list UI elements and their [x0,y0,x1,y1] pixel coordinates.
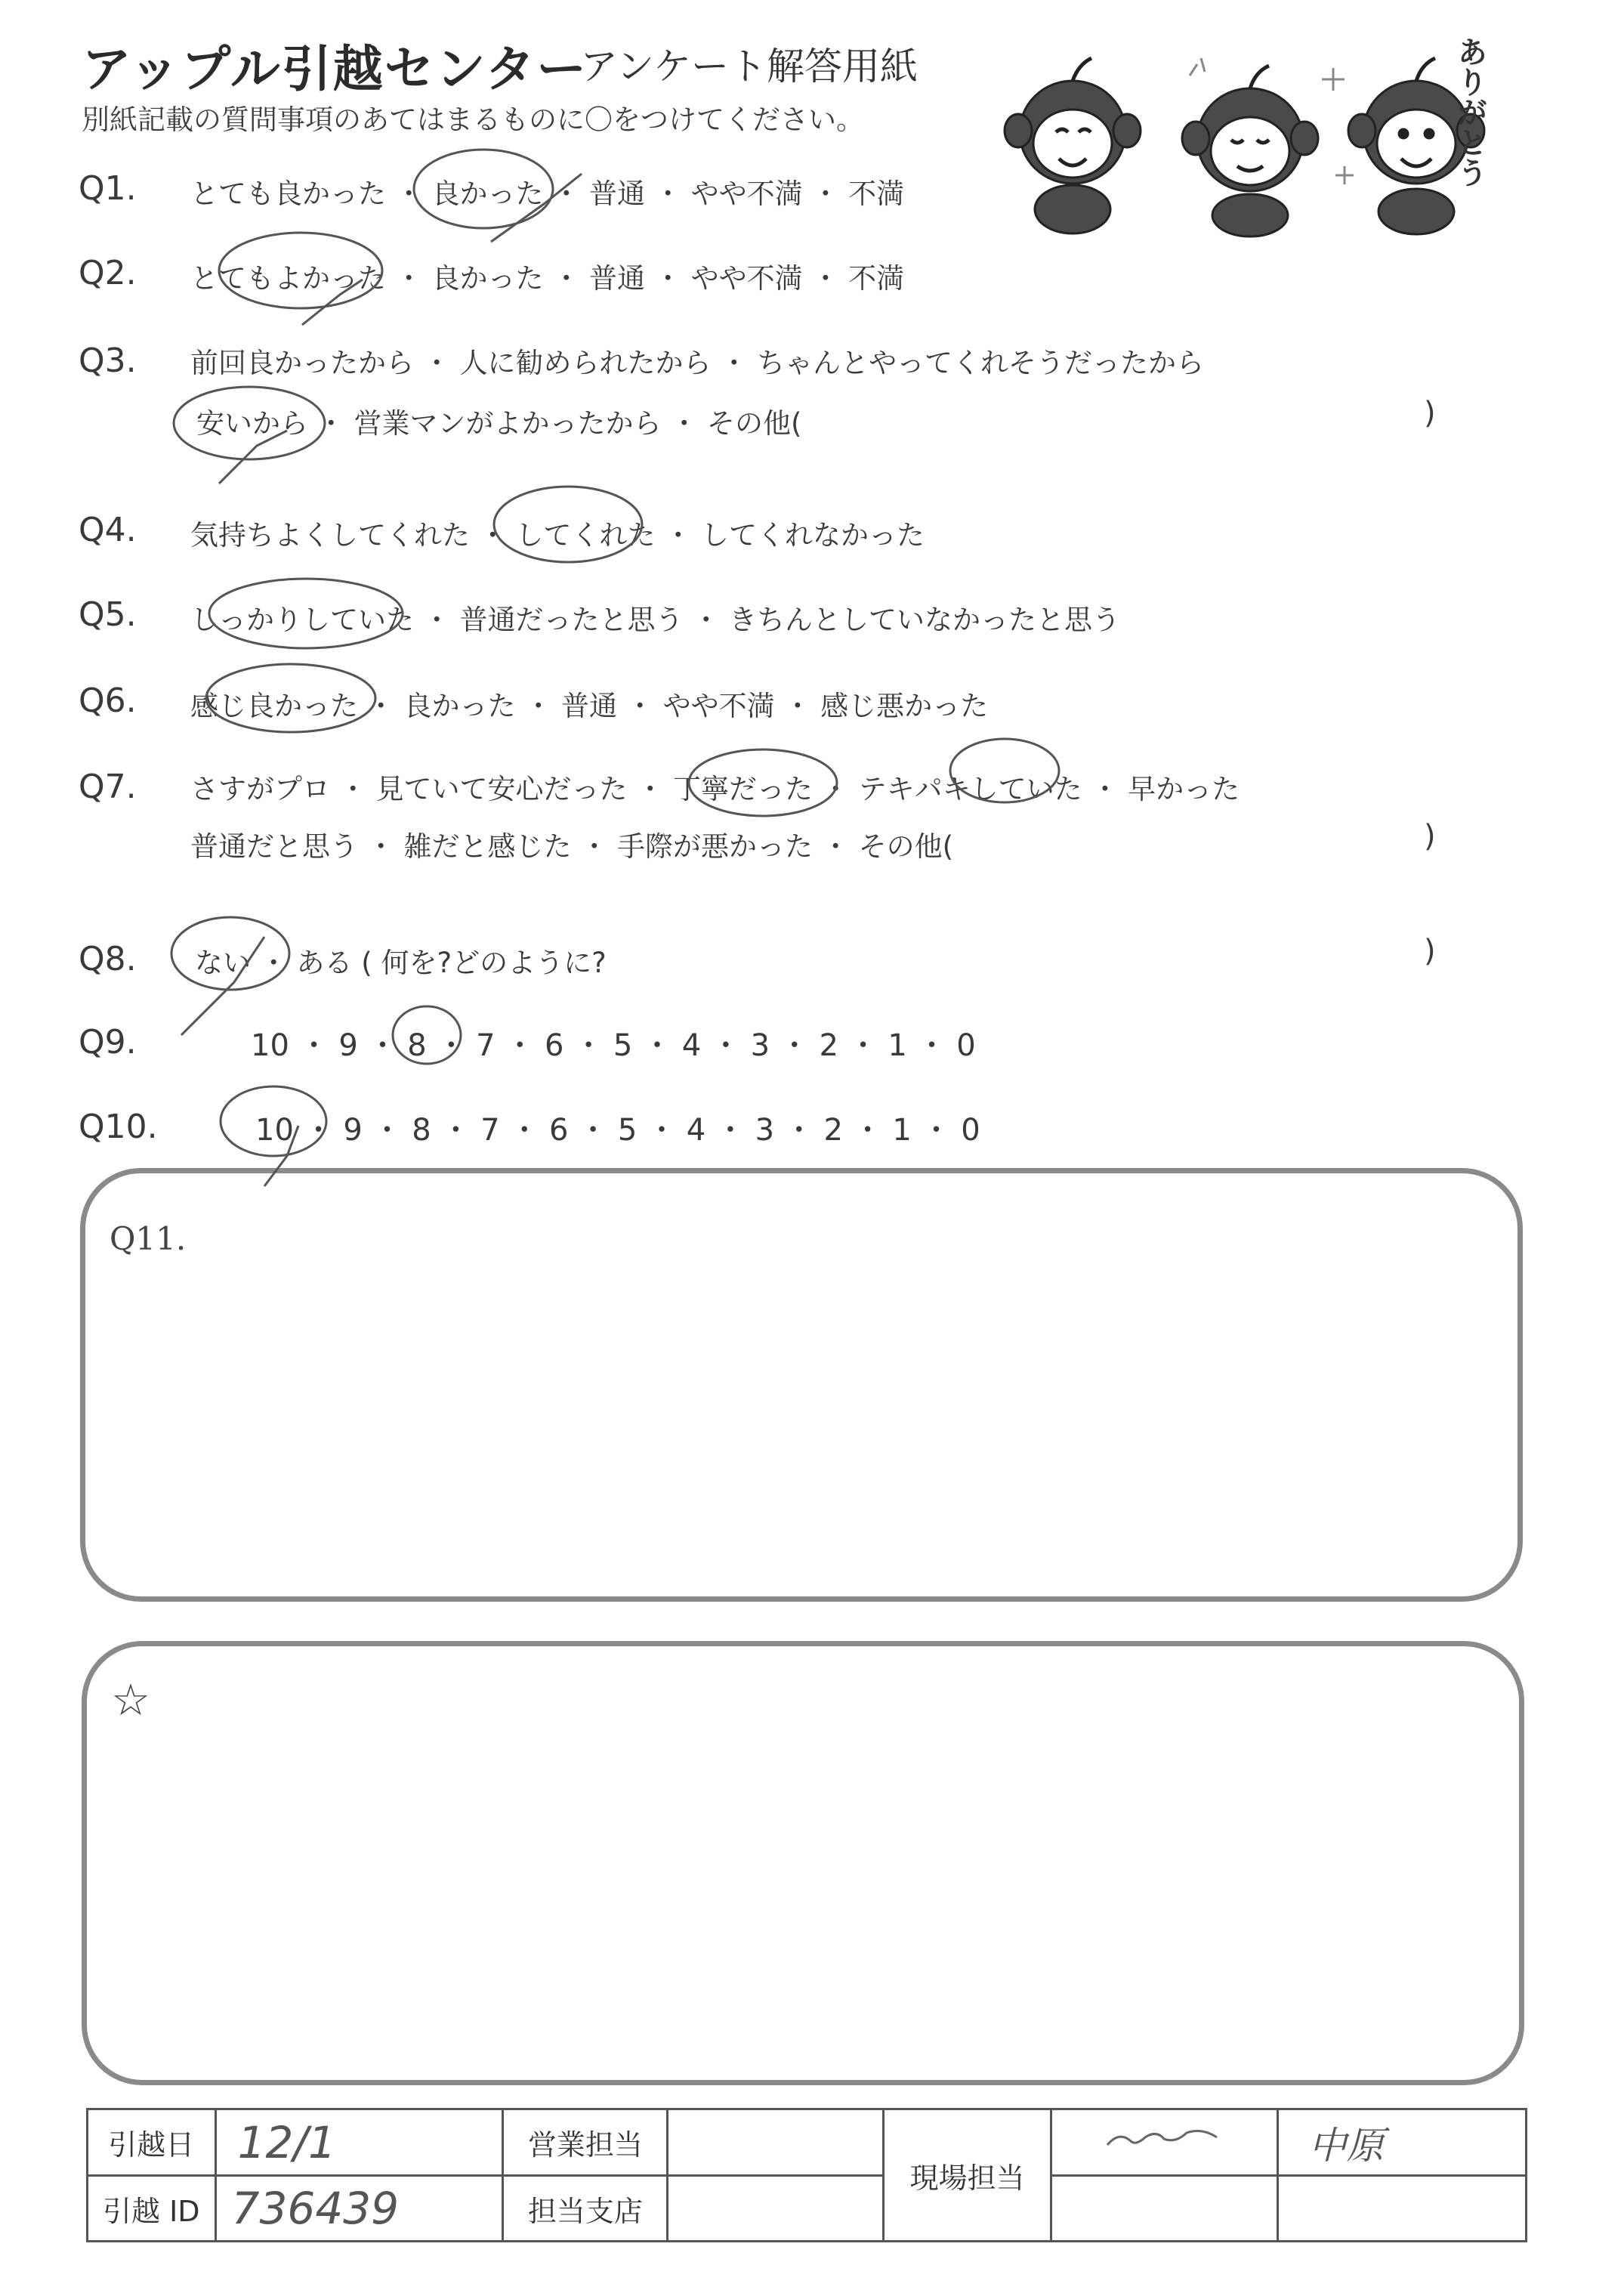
q10-label: Q10. [79,1108,158,1146]
arigato-text: ありがとう [1453,36,1487,187]
star-icon: ☆ [111,1674,150,1726]
q3-options-line1[interactable]: 前回良かったから ・ 人に勧められたから ・ ちゃんとやってくれそうだったから [190,347,1205,379]
q9-label: Q9. [79,1023,137,1062]
branch-field[interactable] [668,2176,884,2242]
q3-label: Q3. [79,341,137,380]
form-subtitle: アンケート解答用紙 [580,45,918,88]
q4-label: Q4. [79,511,137,549]
q2-options[interactable]: とてもよかった ・ 良かった ・ 普通 ・ やや不満 ・ 不満 [190,262,905,295]
q5-options[interactable]: しっかりしていた ・ 普通だったと思う ・ きちんとしていなかったと思う [190,604,1121,636]
q4-options[interactable]: 気持ちよくしてくれた ・ してくれた ・ してくれなかった [190,519,925,552]
branch-label: 担当支店 [503,2176,668,2242]
q3-close-paren: ) [1424,396,1436,431]
q7-close-paren: ) [1424,819,1436,854]
move-id-label: 引越 ID [88,2176,216,2242]
site-staff-field-3[interactable] [1051,2176,1277,2242]
q6-label: Q6. [79,681,137,720]
q1-label: Q1. [79,169,137,208]
move-date-label: 引越日 [88,2109,216,2176]
q2-label: Q2. [79,254,137,292]
q5-label: Q5. [79,595,137,634]
q9-scale[interactable]: 10 ・ 9 ・ 8 ・ 7 ・ 6 ・ 5 ・ 4 ・ 3 ・ 2 ・ 1 ・ 0 [251,1028,976,1063]
q6-options[interactable]: 感じ良かった ・ 良かった ・ 普通 ・ やや不満 ・ 感じ悪かった [190,690,989,722]
q7-options-line2[interactable]: 普通だと思う ・ 雑だと感じた ・ 手際が悪かった ・ その他( [190,830,954,863]
q7-options-line1[interactable]: さすがプロ ・ 見ていて安心だった ・ 丁寧だった ・ テキパキしていた ・ 早かった [190,773,1240,805]
q3-options-line2[interactable]: 安いから ・ 営業マンがよかったから ・ その他( [196,407,802,440]
mascot-illustration [990,34,1511,238]
monkey-mascot-icon [990,34,1511,238]
instruction-text: 別紙記載の質問事項のあてはまるものに〇をつけてください。 [82,104,864,136]
move-id-value: 736439 [231,2183,400,2234]
q8-options[interactable]: ない ・ ある ( 何を?どのように? [195,947,607,979]
q11-label: Q11. [110,1220,187,1257]
q10-scale[interactable]: 10 ・ 9 ・ 8 ・ 7 ・ 6 ・ 5 ・ 4 ・ 3 ・ 2 ・ 1 ・ 0 [255,1113,980,1148]
site-staff-field-4[interactable] [1277,2176,1526,2242]
signature-scribble-icon [1088,2116,1240,2162]
sales-staff-label: 営業担当 [503,2109,668,2176]
q8-label: Q8. [79,940,137,978]
site-staff-field-2[interactable] [1277,2109,1526,2176]
site-staff-field-1[interactable] [1051,2109,1277,2176]
q1-options[interactable]: とても良かった ・ 良かった ・ 普通 ・ やや不満 ・ 不満 [190,178,905,210]
brand-title: アップル引越センター [82,40,588,98]
site-staff-name: 中原 [1308,2123,1385,2168]
site-staff-label: 現場担当 [884,2109,1051,2242]
footer-table [86,2108,1527,2242]
move-date-field[interactable] [215,2109,503,2176]
move-id-field[interactable] [215,2176,503,2242]
sales-staff-field[interactable] [668,2109,884,2176]
q7-label: Q7. [79,768,137,806]
q8-close-paren: ) [1424,934,1436,969]
q11-comment-box[interactable] [80,1168,1523,1602]
star-comment-box[interactable] [82,1641,1524,2085]
move-date-value: 12/1 [237,2116,336,2168]
